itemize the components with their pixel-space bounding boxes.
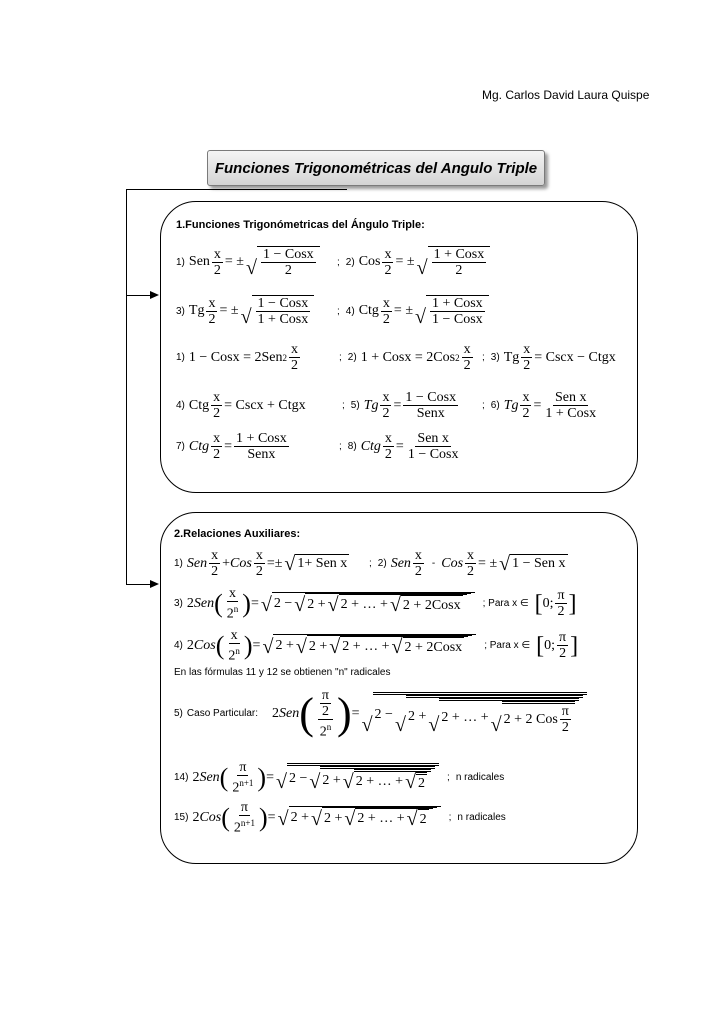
radicals-note: En las fórmulas 11 y 12 se obtienen "n" radicales (174, 667, 391, 678)
formula-aux-15: 15) 2 Cos ( $\frac{\pi}{2^{n+1}}$ ) = √ 2 + √ 2 + √ 2 + … + √ 2 ; n radicales (174, 800, 506, 836)
connector-branch-2 (126, 584, 152, 585)
formula-particular-case: 5) Caso Particular: 2 Sen ( $\frac{\frac{\pi}{2}}{2^n}$ ) = √ 2 − √ 2 + √ 2 + … + √ 2 + 2 Cos $\frac{\pi}{2}$ (174, 688, 589, 740)
arrow-icon (150, 580, 159, 588)
section-2-heading: 2.Relaciones Auxiliares: (174, 528, 301, 540)
formula-ctg-half: ; 4) Ctg $\frac{x}{2}$ = ± √ $\frac{\text{1 + Cosx}}{\text{1 − Cosx}}$ (331, 295, 491, 327)
formula-aux-1: 1) Sen $\frac{x}{2}$ + Cos $\frac{x}{2}$ =± √ 1+ Sen x (174, 548, 348, 579)
formula-cos-half: ; 2) Cos $\frac{x}{2}$ = ± √ $\frac{\text{1 + Cosx}}{2}$ (331, 246, 492, 278)
formula-identity-3: ; 3) Tg $\frac{x}{2}$ = Cscx − Ctgx (482, 342, 616, 373)
arrow-icon (150, 291, 159, 299)
formula-aux-4: 4) 2 Cos ( $\frac{x}{2^n}$ ) = √ 2 + √ 2 + √ 2 + … + √ 2 + 2Cosx ; Para x ∈ [ 0; $\frac{\pi}{2}$ ] (174, 628, 579, 664)
formula-identity-5: ; 5) Tg $\frac{x}{2}$ = $\frac{\text{1 − Cosx}}{\text{Senx}}$ (342, 390, 457, 421)
formula-identity-8: ; 8) Ctg $\frac{x}{2}$ = $\frac{\text{Sen x}}{\text{1 − Cosx}}$ (339, 431, 459, 462)
section-1-heading: 1.Funciones Trigonómetricas del Ángulo Triple: (176, 219, 425, 231)
author-name: Mg. Carlos David Laura Quispe (482, 88, 650, 102)
formula-aux-3: 3) 2 Sen ( $\frac{x}{2^n}$ ) = √ 2 − √ 2 + √ 2 + … + √ 2 + 2Cosx ; Para x ∈ [ 0; $\frac{\pi}{2}$ ] (174, 586, 577, 622)
formula-identity-2: ; 2) 1 + Cosx = 2Cos 2 $\frac{x}{2}$ (339, 342, 471, 373)
formula-identity-1: 1) 1 − Cosx = 2Sen 2 $\frac{x}{2}$ (176, 342, 298, 373)
page-title: Funciones Trigonométricas del Angulo Triple (207, 150, 545, 186)
formula-aux-2: ; 2) Sen $\frac{x}{2}$ - Cos $\frac{x}{2}$ = ± √ 1 − Sen x (369, 548, 566, 579)
connector-branch-1 (126, 295, 152, 296)
connector-vertical (126, 189, 127, 585)
connector-top (126, 189, 347, 190)
formula-aux-14: 14) 2 Sen ( $\frac{\pi}{2^{n+1}}$ ) = √ 2 − √ 2 + √ 2 + … + √ 2 ; n radicales (174, 760, 505, 796)
formula-identity-7: 7) Ctg $\frac{x}{2}$ = $\frac{\text{1 + Cosx}}{\text{Senx}}$ (176, 431, 287, 462)
formula-identity-6: ; 6) Tg $\frac{x}{2}$ = $\frac{\text{Sen x}}{\text{1 + Cosx}}$ (482, 390, 597, 421)
formula-tg-half: 3) Tg $\frac{x}{2}$ = ± √ $\frac{\text{1 − Cosx}}{\text{1 + Cosx}}$ (176, 295, 316, 327)
formula-identity-4: 4) Ctg $\frac{x}{2}$ = Cscx + Ctgx (176, 390, 306, 421)
formula-sen-half: 1) Sen $\frac{x}{2}$ = ± √ $\frac{\text{1 − Cosx}}{2}$ (176, 246, 322, 278)
